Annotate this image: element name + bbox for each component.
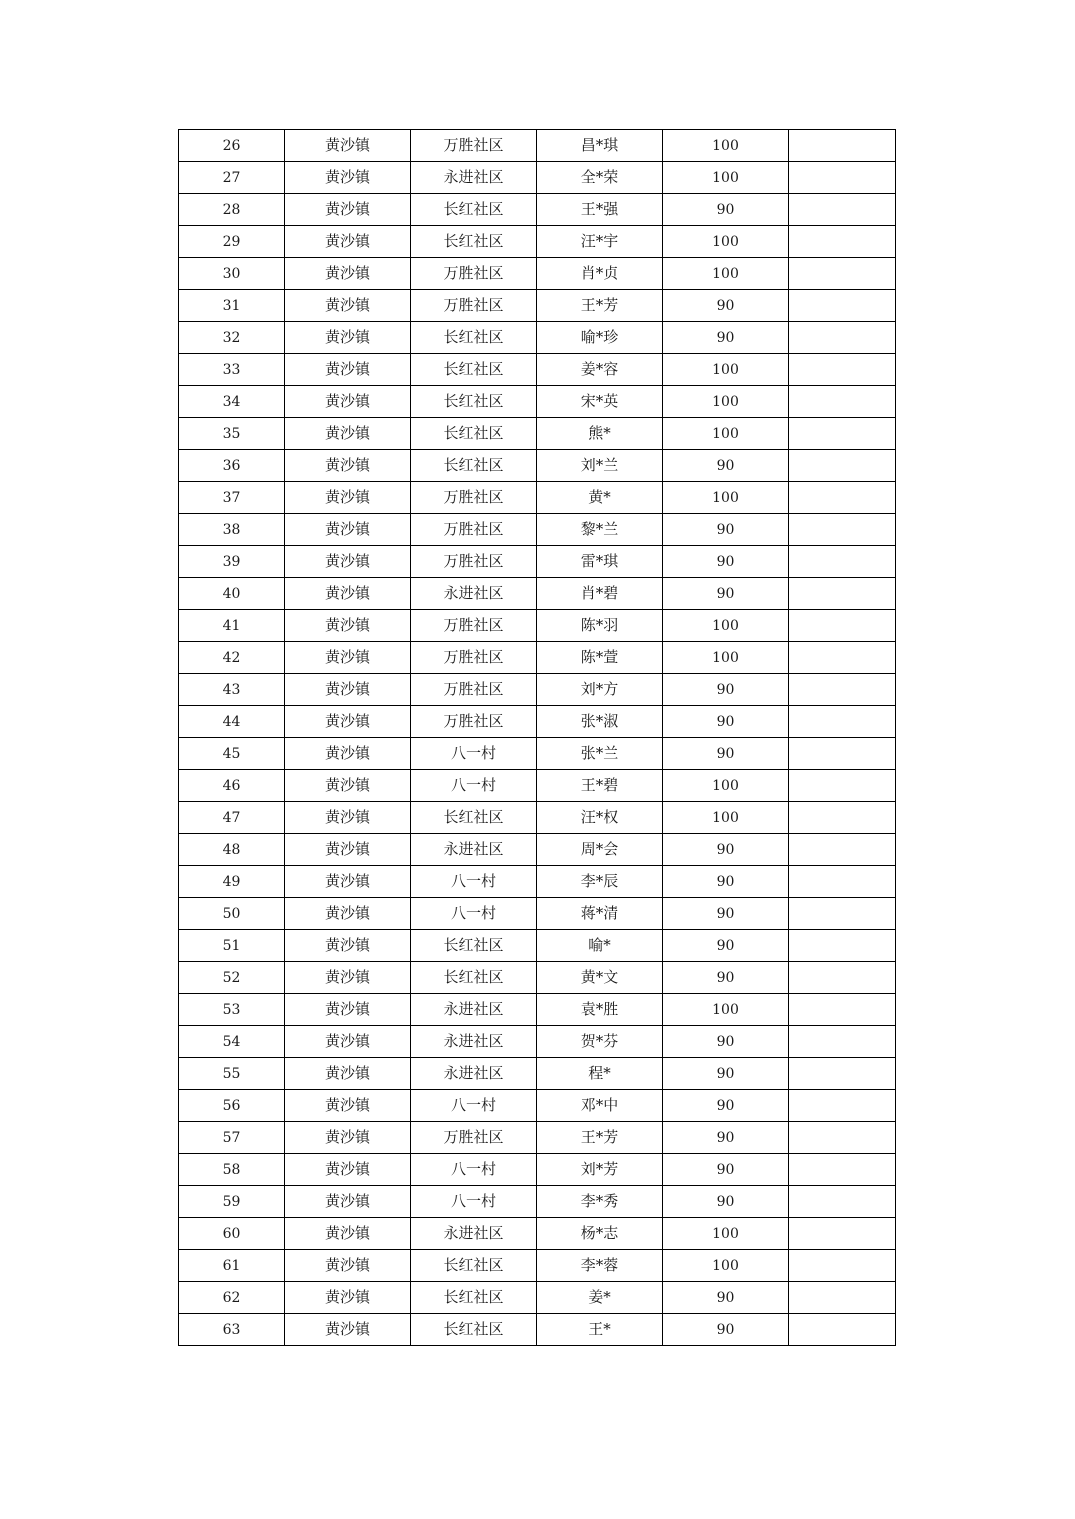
amount-cell: 90 <box>663 290 789 322</box>
remark-cell <box>789 194 896 226</box>
index-cell: 63 <box>179 1314 285 1346</box>
table-row <box>179 674 896 706</box>
community-cell: 长红社区 <box>411 1314 537 1346</box>
amount-cell: 100 <box>663 482 789 514</box>
index-cell: 44 <box>179 706 285 738</box>
community-cell: 万胜社区 <box>411 546 537 578</box>
table-row <box>179 610 896 642</box>
index-cell: 31 <box>179 290 285 322</box>
community-cell: 万胜社区 <box>411 642 537 674</box>
community-cell: 长红社区 <box>411 1250 537 1282</box>
index-cell: 26 <box>179 130 285 162</box>
remark-cell <box>789 706 896 738</box>
remark-cell <box>789 834 896 866</box>
name-cell: 肖*贞 <box>537 258 663 290</box>
community-cell: 永进社区 <box>411 1218 537 1250</box>
table-row <box>179 1154 896 1186</box>
remark-cell <box>789 1218 896 1250</box>
amount-cell: 90 <box>663 866 789 898</box>
remark-cell <box>789 610 896 642</box>
community-cell: 永进社区 <box>411 1058 537 1090</box>
name-cell: 张*淑 <box>537 706 663 738</box>
amount-cell: 90 <box>663 962 789 994</box>
table-row <box>179 1090 896 1122</box>
index-cell: 28 <box>179 194 285 226</box>
amount-cell: 90 <box>663 898 789 930</box>
table-row <box>179 962 896 994</box>
town-cell: 黄沙镇 <box>285 1218 411 1250</box>
town-cell: 黄沙镇 <box>285 546 411 578</box>
town-cell: 黄沙镇 <box>285 514 411 546</box>
town-cell: 黄沙镇 <box>285 354 411 386</box>
remark-cell <box>789 130 896 162</box>
table-row <box>179 1314 896 1346</box>
table-row <box>179 1186 896 1218</box>
amount-cell: 90 <box>663 514 789 546</box>
community-cell: 长红社区 <box>411 962 537 994</box>
index-cell: 48 <box>179 834 285 866</box>
amount-cell: 90 <box>663 1282 789 1314</box>
name-cell: 贺*芬 <box>537 1026 663 1058</box>
name-cell: 陈*羽 <box>537 610 663 642</box>
name-cell: 李*辰 <box>537 866 663 898</box>
amount-cell: 100 <box>663 130 789 162</box>
index-cell: 56 <box>179 1090 285 1122</box>
community-cell: 永进社区 <box>411 1026 537 1058</box>
index-cell: 47 <box>179 802 285 834</box>
table-row <box>179 1058 896 1090</box>
remark-cell <box>789 546 896 578</box>
remark-cell <box>789 482 896 514</box>
town-cell: 黄沙镇 <box>285 1314 411 1346</box>
table-body <box>179 130 896 1346</box>
town-cell: 黄沙镇 <box>285 162 411 194</box>
amount-cell: 100 <box>663 994 789 1026</box>
community-cell: 长红社区 <box>411 226 537 258</box>
amount-cell: 90 <box>663 1186 789 1218</box>
table-row <box>179 770 896 802</box>
remark-cell <box>789 674 896 706</box>
name-cell: 汪*权 <box>537 802 663 834</box>
town-cell: 黄沙镇 <box>285 482 411 514</box>
table-row <box>179 322 896 354</box>
name-cell: 杨*志 <box>537 1218 663 1250</box>
town-cell: 黄沙镇 <box>285 450 411 482</box>
community-cell: 万胜社区 <box>411 482 537 514</box>
amount-cell: 100 <box>663 226 789 258</box>
amount-cell: 90 <box>663 738 789 770</box>
amount-cell: 90 <box>663 1026 789 1058</box>
community-cell: 万胜社区 <box>411 674 537 706</box>
town-cell: 黄沙镇 <box>285 322 411 354</box>
remark-cell <box>789 450 896 482</box>
name-cell: 黄*文 <box>537 962 663 994</box>
community-cell: 永进社区 <box>411 162 537 194</box>
town-cell: 黄沙镇 <box>285 1186 411 1218</box>
name-cell: 李*秀 <box>537 1186 663 1218</box>
remark-cell <box>789 866 896 898</box>
town-cell: 黄沙镇 <box>285 610 411 642</box>
remark-cell <box>789 1250 896 1282</box>
town-cell: 黄沙镇 <box>285 1282 411 1314</box>
town-cell: 黄沙镇 <box>285 1058 411 1090</box>
name-cell: 雷*琪 <box>537 546 663 578</box>
index-cell: 62 <box>179 1282 285 1314</box>
remark-cell <box>789 322 896 354</box>
community-cell: 长红社区 <box>411 802 537 834</box>
remark-cell <box>789 290 896 322</box>
town-cell: 黄沙镇 <box>285 802 411 834</box>
amount-cell: 100 <box>663 354 789 386</box>
name-cell: 喻* <box>537 930 663 962</box>
name-cell: 王* <box>537 1314 663 1346</box>
town-cell: 黄沙镇 <box>285 1122 411 1154</box>
index-cell: 52 <box>179 962 285 994</box>
remark-cell <box>789 738 896 770</box>
index-cell: 55 <box>179 1058 285 1090</box>
town-cell: 黄沙镇 <box>285 706 411 738</box>
remark-cell <box>789 386 896 418</box>
remark-cell <box>789 418 896 450</box>
table-row <box>179 418 896 450</box>
name-cell: 程* <box>537 1058 663 1090</box>
amount-cell: 100 <box>663 770 789 802</box>
name-cell: 王*强 <box>537 194 663 226</box>
amount-cell: 100 <box>663 386 789 418</box>
remark-cell <box>789 1090 896 1122</box>
community-cell: 八一村 <box>411 898 537 930</box>
remark-cell <box>789 162 896 194</box>
index-cell: 49 <box>179 866 285 898</box>
town-cell: 黄沙镇 <box>285 1090 411 1122</box>
town-cell: 黄沙镇 <box>285 418 411 450</box>
remark-cell <box>789 770 896 802</box>
index-cell: 45 <box>179 738 285 770</box>
name-cell: 姜* <box>537 1282 663 1314</box>
index-cell: 39 <box>179 546 285 578</box>
name-cell: 全*荣 <box>537 162 663 194</box>
table-row <box>179 738 896 770</box>
data-table <box>178 129 896 1346</box>
table-row <box>179 706 896 738</box>
table-row <box>179 354 896 386</box>
index-cell: 57 <box>179 1122 285 1154</box>
name-cell: 陈*萱 <box>537 642 663 674</box>
amount-cell: 100 <box>663 418 789 450</box>
remark-cell <box>789 1058 896 1090</box>
name-cell: 熊* <box>537 418 663 450</box>
remark-cell <box>789 898 896 930</box>
community-cell: 万胜社区 <box>411 290 537 322</box>
name-cell: 王*芳 <box>537 1122 663 1154</box>
town-cell: 黄沙镇 <box>285 226 411 258</box>
table-row <box>179 834 896 866</box>
community-cell: 永进社区 <box>411 834 537 866</box>
table-row <box>179 226 896 258</box>
town-cell: 黄沙镇 <box>285 642 411 674</box>
index-cell: 36 <box>179 450 285 482</box>
community-cell: 万胜社区 <box>411 706 537 738</box>
table-row <box>179 130 896 162</box>
remark-cell <box>789 1154 896 1186</box>
table-row <box>179 1250 896 1282</box>
name-cell: 喻*珍 <box>537 322 663 354</box>
community-cell: 永进社区 <box>411 994 537 1026</box>
name-cell: 昌*琪 <box>537 130 663 162</box>
index-cell: 53 <box>179 994 285 1026</box>
name-cell: 姜*容 <box>537 354 663 386</box>
index-cell: 43 <box>179 674 285 706</box>
town-cell: 黄沙镇 <box>285 866 411 898</box>
amount-cell: 90 <box>663 1314 789 1346</box>
table-row <box>179 802 896 834</box>
amount-cell: 100 <box>663 258 789 290</box>
index-cell: 40 <box>179 578 285 610</box>
index-cell: 37 <box>179 482 285 514</box>
community-cell: 万胜社区 <box>411 610 537 642</box>
amount-cell: 90 <box>663 322 789 354</box>
town-cell: 黄沙镇 <box>285 738 411 770</box>
community-cell: 八一村 <box>411 1186 537 1218</box>
index-cell: 42 <box>179 642 285 674</box>
table-row <box>179 162 896 194</box>
name-cell: 黎*兰 <box>537 514 663 546</box>
table-row <box>179 514 896 546</box>
remark-cell <box>789 354 896 386</box>
town-cell: 黄沙镇 <box>285 930 411 962</box>
amount-cell: 90 <box>663 834 789 866</box>
name-cell: 王*碧 <box>537 770 663 802</box>
index-cell: 32 <box>179 322 285 354</box>
table-row <box>179 1218 896 1250</box>
town-cell: 黄沙镇 <box>285 994 411 1026</box>
community-cell: 长红社区 <box>411 322 537 354</box>
remark-cell <box>789 514 896 546</box>
amount-cell: 90 <box>663 674 789 706</box>
amount-cell: 90 <box>663 1154 789 1186</box>
amount-cell: 90 <box>663 1090 789 1122</box>
community-cell: 长红社区 <box>411 386 537 418</box>
town-cell: 黄沙镇 <box>285 130 411 162</box>
amount-cell: 100 <box>663 1250 789 1282</box>
table-row <box>179 546 896 578</box>
remark-cell <box>789 1282 896 1314</box>
remark-cell <box>789 642 896 674</box>
name-cell: 刘*方 <box>537 674 663 706</box>
index-cell: 33 <box>179 354 285 386</box>
table-row <box>179 258 896 290</box>
amount-cell: 90 <box>663 546 789 578</box>
amount-cell: 90 <box>663 1058 789 1090</box>
remark-cell <box>789 1122 896 1154</box>
table-row <box>179 386 896 418</box>
community-cell: 长红社区 <box>411 194 537 226</box>
index-cell: 30 <box>179 258 285 290</box>
table-row <box>179 1122 896 1154</box>
name-cell: 张*兰 <box>537 738 663 770</box>
community-cell: 万胜社区 <box>411 130 537 162</box>
remark-cell <box>789 1186 896 1218</box>
community-cell: 万胜社区 <box>411 1122 537 1154</box>
community-cell: 八一村 <box>411 770 537 802</box>
community-cell: 八一村 <box>411 738 537 770</box>
table-row <box>179 642 896 674</box>
index-cell: 34 <box>179 386 285 418</box>
amount-cell: 100 <box>663 1218 789 1250</box>
town-cell: 黄沙镇 <box>285 1154 411 1186</box>
town-cell: 黄沙镇 <box>285 770 411 802</box>
name-cell: 刘*兰 <box>537 450 663 482</box>
amount-cell: 100 <box>663 642 789 674</box>
index-cell: 61 <box>179 1250 285 1282</box>
index-cell: 27 <box>179 162 285 194</box>
remark-cell <box>789 802 896 834</box>
name-cell: 李*蓉 <box>537 1250 663 1282</box>
name-cell: 宋*英 <box>537 386 663 418</box>
amount-cell: 90 <box>663 930 789 962</box>
community-cell: 八一村 <box>411 1154 537 1186</box>
table-row <box>179 898 896 930</box>
amount-cell: 100 <box>663 610 789 642</box>
community-cell: 万胜社区 <box>411 514 537 546</box>
table-row <box>179 290 896 322</box>
town-cell: 黄沙镇 <box>285 898 411 930</box>
name-cell: 王*芳 <box>537 290 663 322</box>
remark-cell <box>789 258 896 290</box>
remark-cell <box>789 930 896 962</box>
community-cell: 长红社区 <box>411 930 537 962</box>
amount-cell: 90 <box>663 706 789 738</box>
town-cell: 黄沙镇 <box>285 194 411 226</box>
name-cell: 汪*宇 <box>537 226 663 258</box>
town-cell: 黄沙镇 <box>285 258 411 290</box>
name-cell: 周*会 <box>537 834 663 866</box>
town-cell: 黄沙镇 <box>285 386 411 418</box>
remark-cell <box>789 1314 896 1346</box>
community-cell: 长红社区 <box>411 354 537 386</box>
index-cell: 60 <box>179 1218 285 1250</box>
table-row <box>179 482 896 514</box>
community-cell: 八一村 <box>411 1090 537 1122</box>
amount-cell: 100 <box>663 162 789 194</box>
name-cell: 邓*中 <box>537 1090 663 1122</box>
table-row <box>179 1282 896 1314</box>
community-cell: 长红社区 <box>411 418 537 450</box>
table-row <box>179 930 896 962</box>
index-cell: 50 <box>179 898 285 930</box>
remark-cell <box>789 994 896 1026</box>
community-cell: 长红社区 <box>411 1282 537 1314</box>
town-cell: 黄沙镇 <box>285 834 411 866</box>
table-row <box>179 450 896 482</box>
amount-cell: 90 <box>663 1122 789 1154</box>
town-cell: 黄沙镇 <box>285 962 411 994</box>
index-cell: 46 <box>179 770 285 802</box>
town-cell: 黄沙镇 <box>285 290 411 322</box>
remark-cell <box>789 962 896 994</box>
amount-cell: 90 <box>663 450 789 482</box>
name-cell: 肖*碧 <box>537 578 663 610</box>
remark-cell <box>789 226 896 258</box>
community-cell: 永进社区 <box>411 578 537 610</box>
index-cell: 29 <box>179 226 285 258</box>
town-cell: 黄沙镇 <box>285 578 411 610</box>
index-cell: 35 <box>179 418 285 450</box>
index-cell: 58 <box>179 1154 285 1186</box>
table-row <box>179 194 896 226</box>
remark-cell <box>789 1026 896 1058</box>
amount-cell: 100 <box>663 802 789 834</box>
index-cell: 59 <box>179 1186 285 1218</box>
name-cell: 刘*芳 <box>537 1154 663 1186</box>
community-cell: 八一村 <box>411 866 537 898</box>
town-cell: 黄沙镇 <box>285 674 411 706</box>
town-cell: 黄沙镇 <box>285 1026 411 1058</box>
name-cell: 袁*胜 <box>537 994 663 1026</box>
table-row <box>179 1026 896 1058</box>
index-cell: 51 <box>179 930 285 962</box>
name-cell: 黄* <box>537 482 663 514</box>
community-cell: 长红社区 <box>411 450 537 482</box>
amount-cell: 90 <box>663 194 789 226</box>
remark-cell <box>789 578 896 610</box>
name-cell: 蒋*清 <box>537 898 663 930</box>
index-cell: 41 <box>179 610 285 642</box>
index-cell: 54 <box>179 1026 285 1058</box>
community-cell: 万胜社区 <box>411 258 537 290</box>
table-row <box>179 866 896 898</box>
table-row <box>179 994 896 1026</box>
table-row <box>179 578 896 610</box>
amount-cell: 90 <box>663 578 789 610</box>
index-cell: 38 <box>179 514 285 546</box>
town-cell: 黄沙镇 <box>285 1250 411 1282</box>
